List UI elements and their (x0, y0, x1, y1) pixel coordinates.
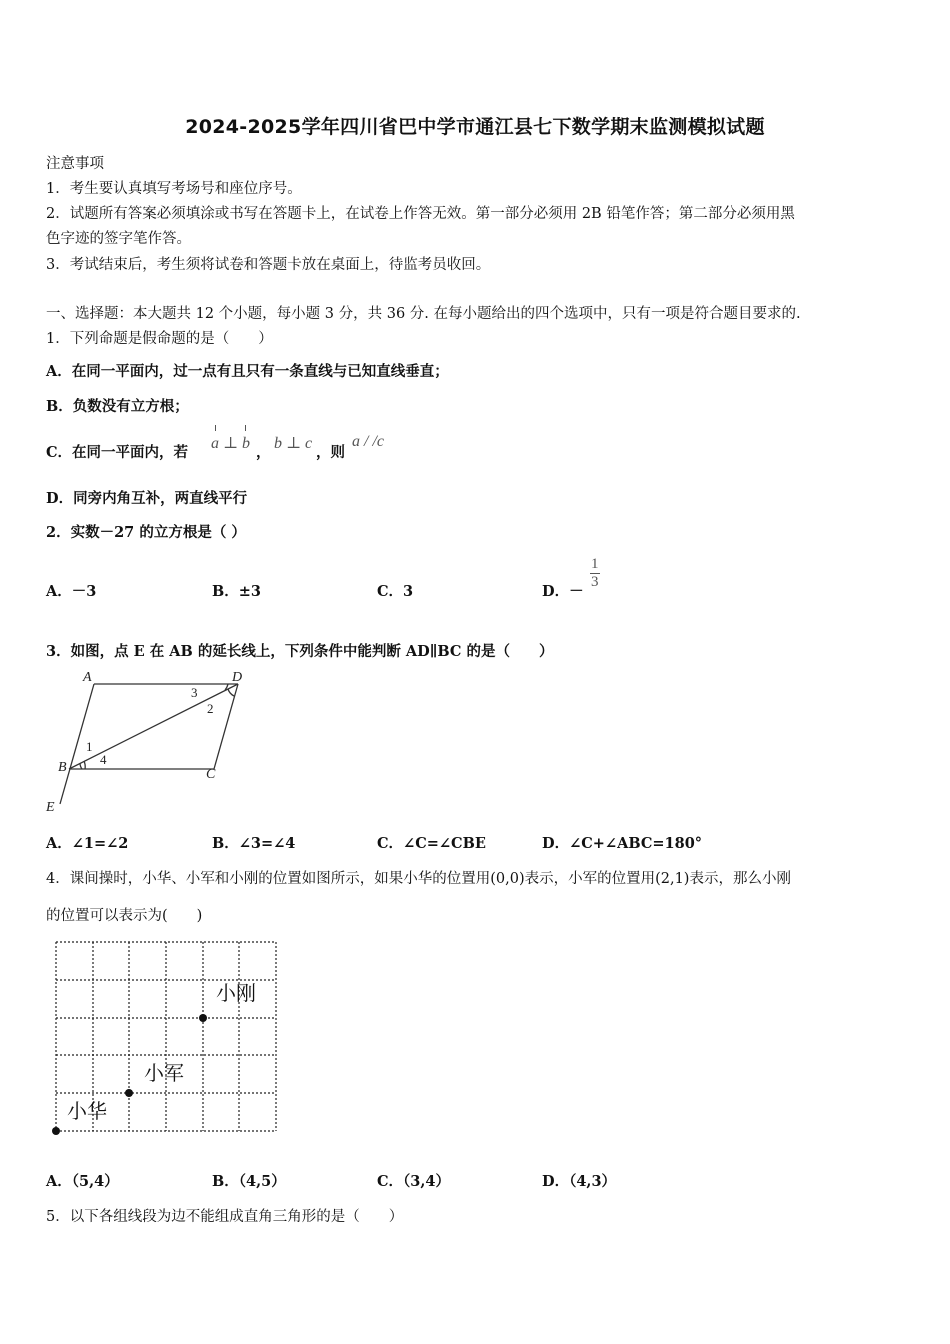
vector-mark (215, 425, 216, 431)
section-heading: 一、选择题：本大题共 12 个小题，每小题 3 分，共 36 分. 在每小题给出的四个选项中，只有一项是符合题目要求的. (46, 306, 801, 322)
q1-sep-1: ， (256, 444, 271, 461)
angle-label-3: 3 (191, 685, 198, 700)
q3-option-d: D．∠C+∠ABC=180° (542, 835, 703, 852)
point-label-c: C (206, 767, 216, 782)
label-xiaohua: 小华 (67, 1099, 107, 1123)
q4-stem-line2: 的位置可以表示为( ) (46, 908, 203, 924)
notice-heading: 注意事项 (46, 156, 104, 172)
q1-math-1: a ⊥ b (211, 435, 251, 452)
point-xiaohua (52, 1127, 60, 1135)
q1-option-a: A．在同一平面内，过一点有且只有一条直线与已知直线垂直； (46, 363, 449, 380)
q5-stem: 5．以下各组线段为边不能组成直角三角形的是（ ） (46, 1209, 404, 1225)
point-label-a: A (83, 670, 92, 685)
q2-fraction (590, 556, 600, 591)
notice-item-2: 2．试题所有答案必须填涂或书写在答题卡上，在试卷上作答无效。第一部分必须用 2B 铅笔作答；第二部分必须用黑 (46, 206, 795, 222)
q4-stem-line1: 4．课间操时，小华、小军和小刚的位置如图所示，如果小华的位置用(0,0)表示，小军的位置用(2,1)表示，那么小刚 (46, 871, 791, 887)
q1-option-c (46, 441, 188, 462)
angle-label-2: 2 (207, 701, 214, 716)
label-xiaogang: 小刚 (216, 981, 256, 1005)
q2-fraction-den: 3 (591, 574, 599, 590)
q3-option-b: B．∠3=∠4 (212, 835, 296, 852)
q4-option-d-text: D．（4,3） (542, 1173, 617, 1190)
q2-option-d-prefix: D．－ (542, 583, 584, 600)
q4-option-a-text: A．（5,4） (46, 1173, 119, 1190)
segment-bd (69, 684, 238, 769)
q4-option-b-text: B．（4,5） (212, 1173, 286, 1190)
angle-arc-1 (84, 761, 85, 769)
q1-sep-2: ，则 (316, 444, 345, 461)
point-xiaogang (199, 1014, 207, 1022)
q3-geometry-figure (40, 664, 255, 814)
q3-option-c: C．∠C=∠CBE (377, 835, 486, 852)
q2-option-d (542, 580, 584, 601)
q2-option-c: C．3 (377, 583, 414, 600)
angle-label-1: 1 (86, 739, 93, 754)
angle-label-4: 4 (100, 752, 107, 767)
q1-stem: 1．下列命题是假命题的是（ ） (46, 331, 273, 347)
q1-math-3: a / /c (352, 433, 384, 450)
q1-option-c-text: C．在同一平面内，若 (46, 444, 189, 461)
q4-option-a (46, 1170, 119, 1191)
point-label-b: B (58, 760, 67, 775)
q2-option-a: A．－3 (46, 583, 97, 600)
q4-option-c (377, 1170, 450, 1191)
q2-option-b: B．±3 (212, 583, 261, 600)
point-xiaojun (125, 1089, 133, 1097)
segment-dc (214, 684, 238, 769)
q4-option-c-text: C．（3,4） (377, 1173, 451, 1190)
q2-fraction-num: 1 (591, 556, 599, 572)
q1-option-b: B．负数没有立方根； (46, 398, 189, 415)
notice-item-3: 3．考试结束后，考生须将试卷和答题卡放在桌面上，待监考员收回。 (46, 257, 491, 273)
page-title: 2024-2025学年四川省巴中学市通江县七下数学期末监测模拟试题 (185, 116, 765, 138)
q2-stem: 2．实数－27 的立方根是（ ） (46, 524, 246, 541)
q1-option-d: D．同旁内角互补，两直线平行 (46, 490, 248, 507)
angle-arc-2 (228, 689, 234, 696)
notice-item-1: 1．考生要认真填写考场号和座位序号。 (46, 181, 302, 197)
vector-mark (245, 425, 246, 431)
point-label-d: D (232, 670, 243, 685)
point-label-e: E (46, 800, 55, 814)
angle-arc-4 (80, 763, 82, 769)
notice-item-2-cont: 色字迹的签字笔作答。 (46, 231, 191, 247)
q4-option-b (212, 1170, 286, 1191)
q4-option-d (542, 1170, 616, 1191)
q4-grid-figure (48, 937, 284, 1140)
q1-math-2: b ⊥ c (274, 435, 313, 452)
label-xiaojun: 小军 (144, 1061, 184, 1085)
q3-stem: 3．如图，点 E 在 AB 的延长线上，下列条件中能判断 AD∥BC 的是（ ） (46, 643, 554, 660)
q3-option-a: A．∠1=∠2 (46, 835, 129, 852)
